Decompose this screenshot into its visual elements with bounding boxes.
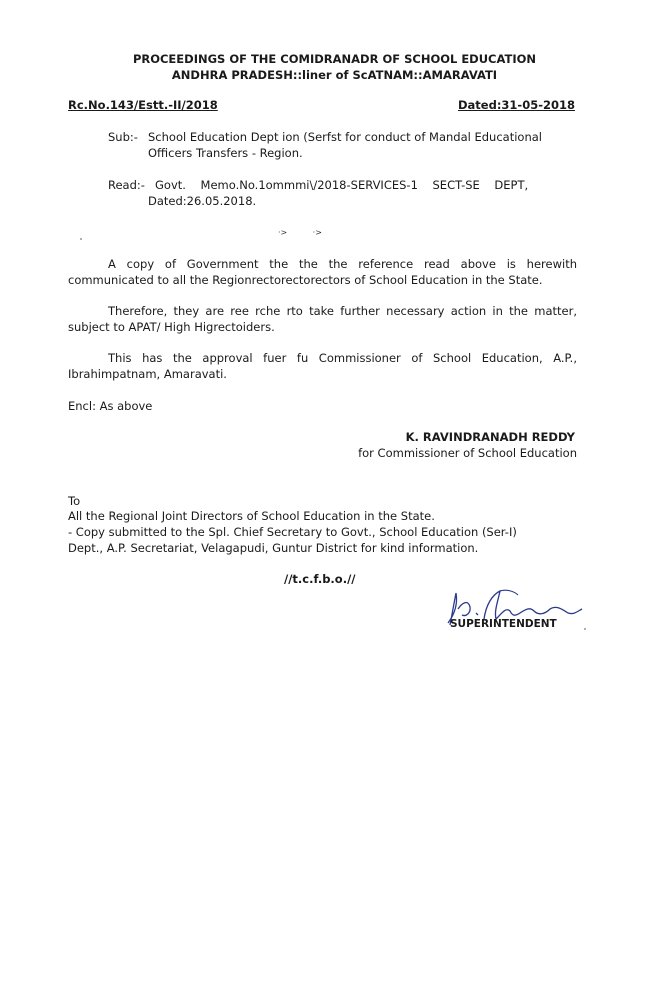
subject-label: Sub:- <box>108 130 138 144</box>
header-line-2: ANDHRA PRADESH::liner of ScATNAM::AMARAVATI <box>171 68 498 82</box>
subject-line-1: School Education Dept ion (Serfst for conduct of Mandal Educational <box>148 130 542 144</box>
copy-line-1: - Copy submitted to the Spl. Chief Secretary to Govt., School Education (Ser-I) <box>68 525 517 539</box>
read-line-2: Dated:26.05.2018. <box>148 194 257 208</box>
to-label: To <box>68 494 81 508</box>
signatory-name: K. RAVINDRANADH REDDY <box>405 430 575 444</box>
reference-number: Rc.No.143/Estt.-II/2018 <box>68 98 218 112</box>
body-paragraph-2: Therefore, they are ree rche rto take further necessary action in the matter, subject to APAT/ High Higrectoiders. <box>68 304 577 334</box>
scan-speck <box>584 628 586 630</box>
scan-speck <box>80 238 82 240</box>
read-line-1: Govt. Memo.No.1ommmi\/2018-SERVICES-1 SECT-SE DEPT, <box>155 178 529 192</box>
separator-marks: ·> ·> <box>278 228 322 237</box>
body-paragraph-3: This has the approval fuer fu Commissioner of School Education, A.P., Ibrahimpatnam, Amaravati. <box>68 351 577 381</box>
header-line-1: PROCEEDINGS OF THE COMIDRANADR OF SCHOOL EDUCATION <box>132 52 537 66</box>
body-paragraph-1: A copy of Government the the the reference read above is herewith communicated to all the Regionrectorectorectors of School Education in the State. <box>68 257 577 287</box>
subject-line-2: Officers Transfers - Region. <box>148 146 303 160</box>
tcfbo-mark: //t.c.f.b.o.// <box>284 572 356 586</box>
enclosure-note: Encl: As above <box>68 399 153 413</box>
reference-date: Dated:31-05-2018 <box>458 98 575 112</box>
signatory-designation: for Commissioner of School Education <box>358 446 577 460</box>
copy-line-2: Dept., A.P. Secretariat, Velagapudi, Guntur District for kind information. <box>68 541 479 555</box>
addressee: All the Regional Joint Directors of School Education in the State. <box>68 509 435 523</box>
read-label: Read:- <box>108 178 145 192</box>
superintendent-label: SUPERINTENDENT <box>450 618 557 630</box>
